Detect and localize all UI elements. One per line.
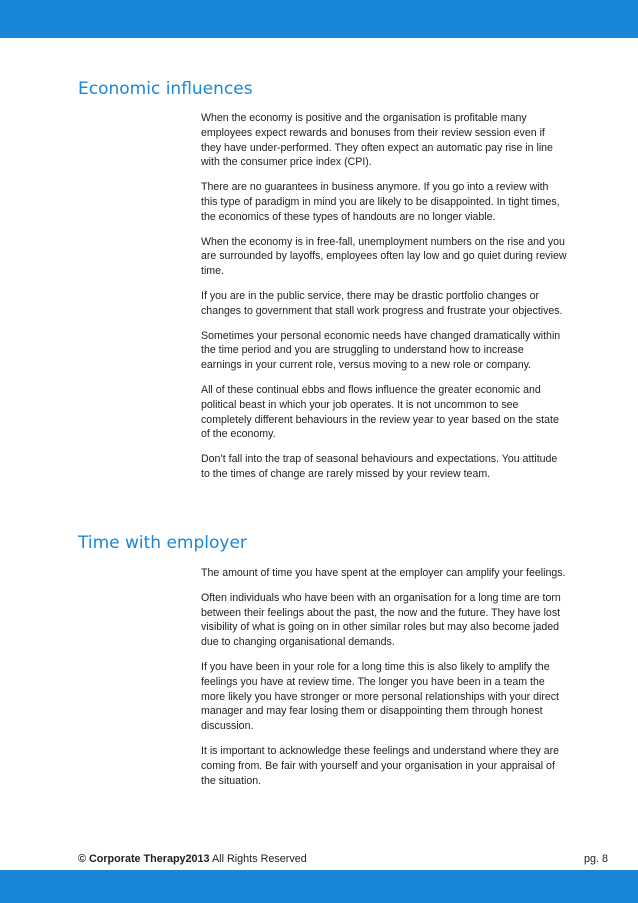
paragraph: There are no guarantees in business anymore. If you go into a review with this type of paradigm in mind you are likely to be disappointed. In tight times, the economics of these types of handouts are no longer viable. xyxy=(201,181,560,223)
paragraph: When the economy is positive and the organisation is profitable many employees expect rewards and bonuses from their review session even if they have under-performed. They often expect an automatic pay rise in line with the consumer price index (CPI). xyxy=(201,112,553,169)
header-band xyxy=(0,0,638,38)
section-heading-economic-influences: Economic influences xyxy=(78,79,253,99)
paragraph: If you are in the public service, there may be drastic portfolio changes or changes to government that stall work progress and frustrate your objectives. xyxy=(201,289,563,317)
section-heading-time-with-employer: Time with employer xyxy=(78,533,247,553)
footer-band xyxy=(0,870,638,903)
paragraph: Don’t fall into the trap of seasonal behaviours and expectations. You attitude to the times of change are rarely missed by your review team. xyxy=(201,453,558,480)
section-body-economic-influences xyxy=(201,111,567,492)
footer-copyright xyxy=(78,852,307,866)
page-number: pg. 8 xyxy=(583,853,608,865)
paragraph: The amount of time you have spent at the employer can amplify your feelings. xyxy=(201,567,566,579)
paragraph: When the economy is in free-fall, unemployment numbers on the rise and you are surrounded by layoffs, employees often lay low and go quiet during review time. xyxy=(201,235,567,278)
footer-brand: © Corporate Therapy2013 xyxy=(78,853,210,865)
section-body-time-with-employer xyxy=(201,566,567,798)
paragraph: If you have been in your role for a long time this is also likely to amplify the feelings you have at review time. The longer you have been in a team the more likely you have stronger or more personal relationships with your direct manager and may fear losing them or disappointing them through honest discussion. xyxy=(201,660,559,733)
paragraph: It is important to acknowledge these feelings and understand where they are coming from. Be fair with yourself and your organisation in your appraisal of the situation. xyxy=(201,744,560,787)
paragraph: Sometimes your personal economic needs have changed dramatically within the time period and you are struggling to understand how to increase earnings in your current role, versus moving to a new role or company. xyxy=(201,329,561,372)
paragraph: All of these continual ebbs and flows influence the greater economic and political beast in which your job operates. It is not uncommon to see completely different behaviours in the review year to year based on the state of the economy. xyxy=(201,383,559,441)
footer-rights: All Rights Reserved xyxy=(211,853,307,865)
paragraph: Often individuals who have been with an organisation for a long time are torn between their feelings about the past, the now and the future. They have lost visibility of what is going on in other similar roles but may also become jaded due to changing organisational demands. xyxy=(201,591,561,649)
